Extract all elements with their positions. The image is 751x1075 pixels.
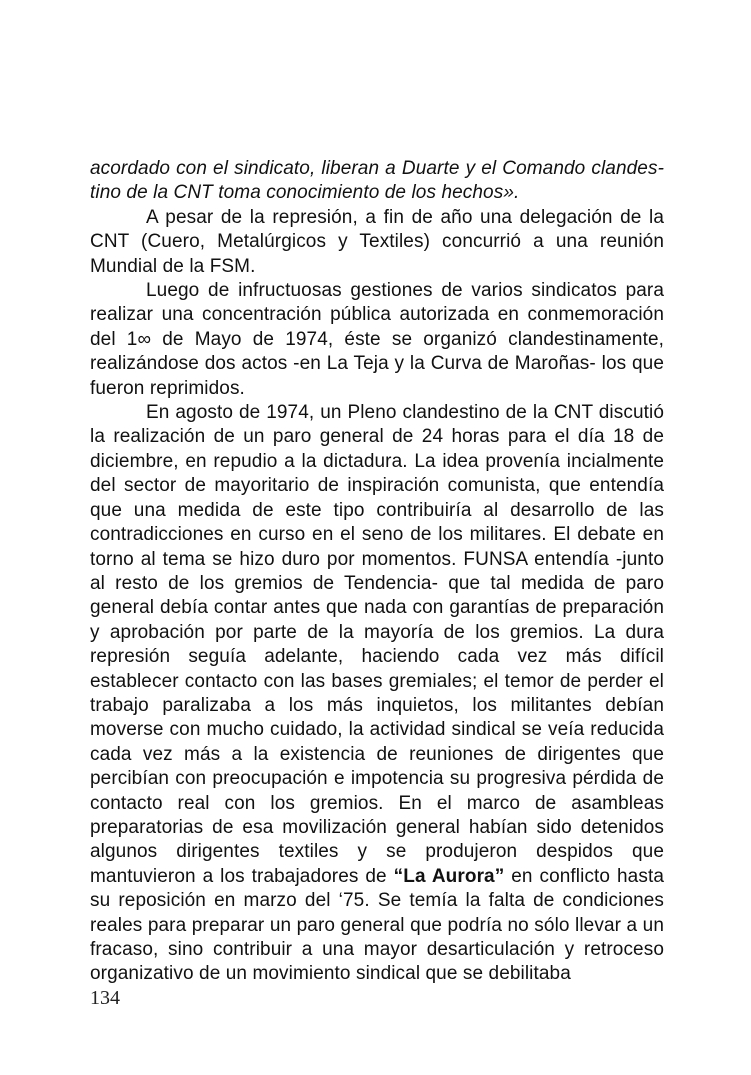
paragraph-2: A pesar de la represión, a fin de año una delegación de la CNT (Cuero, Metalúrgicos y Textiles) concurrió a una reunión Mundial de la FSM. xyxy=(90,206,664,277)
paragraph-4 xyxy=(90,401,664,987)
paragraph-1: acordado con el sindicato, liberan a Duarte y el Comando clandes-tino de la CNT toma conocimiento de los hechos». xyxy=(90,158,664,204)
paragraph-4-text-end: en conflicto hasta su reposición en marzo del ‘75. Se temía la falta de condiciones reales para preparar un paro general que podría no sólo llevar a un fracaso, sino contribuir a una mayor desarticulación y retroceso organizativo de un movimiento sindical que se debilitaba xyxy=(90,865,664,985)
document-body xyxy=(90,157,664,987)
paragraph-3: Luego de infructuosas gestiones de varios sindicatos para realizar una concentración pública autorizada en conmemoración del 1∞ de Mayo de 1974, éste se organizó clandestinamente, realizándose dos actos -en La Teja y la Curva de Maroñas- los que fueron reprimidos. xyxy=(90,280,664,399)
paragraph-4-text-start: En agosto de 1974, un Pleno clandestino de la CNT discutió la realización de un paro general de 24 horas para el día 18 de diciembre, en repudio a la dictadura. La idea provenía incialmente del sector de mayoritario de inspiración comunista, que entendía que una medida de este tipo contribuiría al desarrollo de las contradicciones en curso en el seno de los militares. El debate en torno al tema se hizo duro por momentos. FUNSA entendía -junto al resto de los gremios de Tendencia- que tal medida de paro general debía contar antes que nada con garantías de preparación y aprobación por parte de la mayoría de los gremios. La dura represión seguía adelante, haciendo cada vez más difícil establecer contacto con las bases gremiales; el temor de perder el trabajo paralizaba a los más inquietos, los militantes debían moverse con mucho cuidado, la actividad sindical se veía reducida cada vez más a la existencia de reuniones de dirigentes que percibían con preocupación e impotencia su progresiva pérdida de contacto real con los gremios. En el marco de asambleas preparatorias de esa movilización general habían sido detenidos algunos dirigentes textiles y se produjeron despidos que mantuvieron a los trabajadores de xyxy=(90,402,664,887)
page-number: 134 xyxy=(90,987,120,1009)
la-aurora-emphasis: “La Aurora” xyxy=(393,865,505,887)
